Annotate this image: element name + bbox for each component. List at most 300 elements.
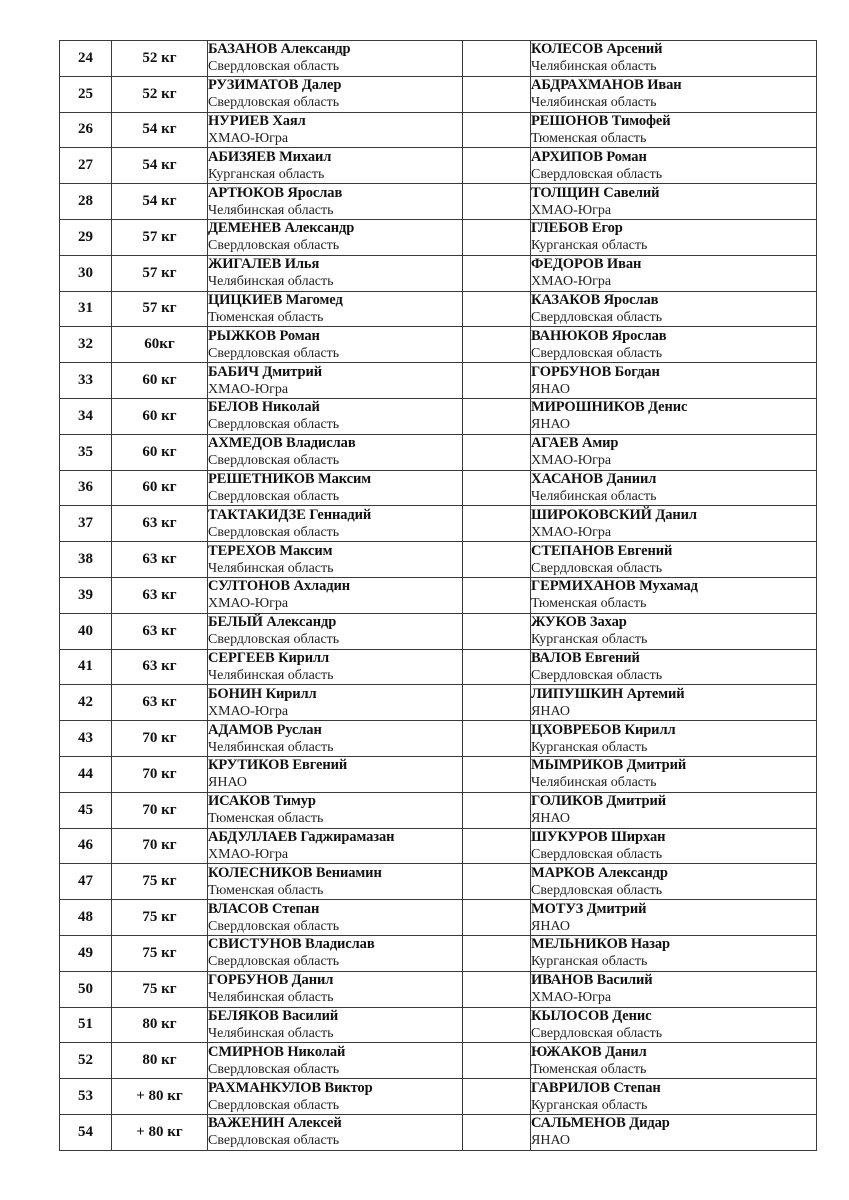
red-fighter-region: Свердловская область: [208, 238, 340, 254]
blue-fighter-name: ШИРОКОВСКИЙ Данил: [531, 506, 697, 523]
table-row: [60, 363, 817, 399]
red-corner-cell: [208, 1043, 463, 1079]
red-fighter-region: Челябинская область: [208, 1025, 334, 1041]
blue-fighter-name: ИВАНОВ Василий: [531, 972, 653, 989]
bout-number: 32: [60, 327, 112, 363]
bout-number: 38: [60, 542, 112, 578]
red-fighter-region: Челябинская область: [208, 560, 334, 576]
table-row: [60, 506, 817, 542]
blue-fighter-name: ШУКУРОВ Ширхан: [531, 828, 666, 845]
red-fighter-name: ГОРБУНОВ Данил: [208, 972, 334, 989]
red-fighter-region: ЯНАО: [208, 775, 247, 791]
red-corner-cell: [208, 363, 463, 399]
blue-corner-cell: [531, 76, 817, 112]
blue-corner-cell: [531, 470, 817, 506]
bout-number: 46: [60, 828, 112, 864]
blue-corner-cell: [531, 542, 817, 578]
blue-fighter-name: ЛИПУШКИН Артемий: [531, 685, 685, 702]
red-corner-cell: [208, 756, 463, 792]
table-row: [60, 1114, 817, 1150]
red-fighter-name: ЦИЦКИЕВ Магомед: [208, 291, 343, 308]
weight-class: 60 кг: [112, 434, 208, 470]
weight-class: 60 кг: [112, 363, 208, 399]
weight-class: 63 кг: [112, 542, 208, 578]
table-row: [60, 542, 817, 578]
red-fighter-name: ВАЖЕНИН Алексей: [208, 1115, 342, 1132]
blue-fighter-region: Свердловская область: [531, 882, 663, 898]
table-row: [60, 291, 817, 327]
red-corner-cell: [208, 900, 463, 936]
blue-fighter-region: Свердловская область: [531, 166, 663, 182]
red-fighter-name: СЕРГЕЕВ Кирилл: [208, 649, 330, 666]
red-fighter-name: АХМЕДОВ Владислав: [208, 435, 356, 452]
blue-corner-cell: [531, 184, 817, 220]
red-corner-cell: [208, 649, 463, 685]
weight-class: 60 кг: [112, 398, 208, 434]
blue-corner-cell: [531, 327, 817, 363]
blue-fighter-region: Свердловская область: [531, 846, 663, 862]
table-row: [60, 434, 817, 470]
bout-number: 49: [60, 935, 112, 971]
bout-number: 52: [60, 1043, 112, 1079]
empty-cell: [463, 470, 531, 506]
red-fighter-name: БЕЛЫЙ Александр: [208, 614, 337, 631]
red-fighter-region: Тюменская область: [208, 811, 324, 827]
blue-fighter-name: ГАВРИЛОВ Степан: [531, 1079, 661, 1096]
bout-number: 24: [60, 41, 112, 77]
bout-number: 27: [60, 148, 112, 184]
empty-cell: [463, 935, 531, 971]
table-row: [60, 41, 817, 77]
weight-class: 60кг: [112, 327, 208, 363]
bout-number: 42: [60, 685, 112, 721]
red-fighter-name: СМИРНОВ Николай: [208, 1043, 346, 1060]
table-row: [60, 935, 817, 971]
blue-corner-cell: [531, 434, 817, 470]
blue-corner-cell: [531, 112, 817, 148]
red-corner-cell: [208, 148, 463, 184]
blue-fighter-region: ЯНАО: [531, 381, 570, 397]
blue-fighter-region: ЯНАО: [531, 703, 570, 719]
blue-fighter-name: АРХИПОВ Роман: [531, 148, 647, 165]
red-fighter-name: БЕЛОВ Николай: [208, 399, 320, 416]
red-fighter-region: Челябинская область: [208, 739, 334, 755]
red-fighter-region: Челябинская область: [208, 274, 334, 290]
table-row: [60, 1079, 817, 1115]
red-fighter-name: АБИЗЯЕВ Михаил: [208, 148, 332, 165]
bout-number: 37: [60, 506, 112, 542]
bout-number: 53: [60, 1079, 112, 1115]
bouts-table: [59, 40, 817, 1151]
empty-cell: [463, 971, 531, 1007]
weight-class: 70 кг: [112, 828, 208, 864]
red-corner-cell: [208, 792, 463, 828]
weight-class: 70 кг: [112, 721, 208, 757]
red-fighter-name: АБДУЛЛАЕВ Гаджирамазан: [208, 828, 395, 845]
bout-number: 48: [60, 900, 112, 936]
table-row: [60, 255, 817, 291]
weight-class: 54 кг: [112, 184, 208, 220]
blue-fighter-region: Курганская область: [531, 632, 648, 648]
red-corner-cell: [208, 184, 463, 220]
blue-corner-cell: [531, 1079, 817, 1115]
red-corner-cell: [208, 971, 463, 1007]
table-row: [60, 613, 817, 649]
empty-cell: [463, 291, 531, 327]
table-row: [60, 1007, 817, 1043]
empty-cell: [463, 184, 531, 220]
red-fighter-name: АДАМОВ Руслан: [208, 721, 322, 738]
weight-class: 70 кг: [112, 792, 208, 828]
blue-corner-cell: [531, 613, 817, 649]
bout-number: 25: [60, 76, 112, 112]
red-fighter-name: ЖИГАЛЕВ Илья: [208, 256, 320, 273]
blue-corner-cell: [531, 291, 817, 327]
red-fighter-name: ТАКТАКИДЗЕ Геннадий: [208, 506, 372, 523]
empty-cell: [463, 1043, 531, 1079]
red-corner-cell: [208, 613, 463, 649]
weight-class: 54 кг: [112, 112, 208, 148]
empty-cell: [463, 864, 531, 900]
red-fighter-region: Свердловская область: [208, 95, 340, 111]
weight-class: 57 кг: [112, 255, 208, 291]
red-corner-cell: [208, 864, 463, 900]
weight-class: 60 кг: [112, 470, 208, 506]
table-row: [60, 470, 817, 506]
red-corner-cell: [208, 1007, 463, 1043]
blue-fighter-region: Свердловская область: [531, 667, 663, 683]
red-fighter-name: КОЛЕСНИКОВ Вениамин: [208, 864, 382, 881]
bout-number: 35: [60, 434, 112, 470]
blue-corner-cell: [531, 756, 817, 792]
blue-corner-cell: [531, 649, 817, 685]
bout-number: 40: [60, 613, 112, 649]
bout-number: 47: [60, 864, 112, 900]
red-corner-cell: [208, 219, 463, 255]
blue-corner-cell: [531, 864, 817, 900]
red-fighter-name: КРУТИКОВ Евгений: [208, 757, 348, 774]
table-row: [60, 184, 817, 220]
blue-fighter-region: Свердловская область: [531, 345, 663, 361]
empty-cell: [463, 398, 531, 434]
blue-fighter-name: МОТУЗ Дмитрий: [531, 900, 647, 917]
blue-corner-cell: [531, 1007, 817, 1043]
blue-fighter-name: ЖУКОВ Захар: [531, 614, 627, 631]
blue-corner-cell: [531, 935, 817, 971]
blue-fighter-name: МИРОШНИКОВ Денис: [531, 399, 688, 416]
red-fighter-region: Свердловская область: [208, 59, 340, 75]
table-row: [60, 112, 817, 148]
empty-cell: [463, 327, 531, 363]
red-corner-cell: [208, 721, 463, 757]
red-corner-cell: [208, 112, 463, 148]
bout-number: 39: [60, 577, 112, 613]
red-fighter-region: ХМАО-Югра: [208, 703, 289, 719]
red-corner-cell: [208, 506, 463, 542]
blue-fighter-region: Курганская область: [531, 1097, 648, 1113]
table-row: [60, 219, 817, 255]
table-row: [60, 685, 817, 721]
red-corner-cell: [208, 470, 463, 506]
weight-class: 63 кг: [112, 613, 208, 649]
red-fighter-name: СВИСТУНОВ Владислав: [208, 936, 375, 953]
red-corner-cell: [208, 398, 463, 434]
weight-class: 75 кг: [112, 935, 208, 971]
blue-fighter-name: ГОЛИКОВ Дмитрий: [531, 793, 667, 810]
empty-cell: [463, 112, 531, 148]
bout-number: 45: [60, 792, 112, 828]
red-fighter-name: БЕЛЯКОВ Василий: [208, 1007, 339, 1024]
blue-corner-cell: [531, 900, 817, 936]
red-fighter-name: РЕШЕТНИКОВ Максим: [208, 470, 371, 487]
empty-cell: [463, 363, 531, 399]
weight-class: 63 кг: [112, 649, 208, 685]
blue-fighter-region: ХМАО-Югра: [531, 274, 612, 290]
blue-fighter-region: Челябинская область: [531, 775, 657, 791]
empty-cell: [463, 506, 531, 542]
empty-cell: [463, 1114, 531, 1150]
weight-class: 63 кг: [112, 577, 208, 613]
red-fighter-name: РУЗИМАТОВ Далер: [208, 77, 342, 94]
red-corner-cell: [208, 255, 463, 291]
table-row: [60, 148, 817, 184]
red-fighter-region: Тюменская область: [208, 882, 324, 898]
red-fighter-region: Челябинская область: [208, 990, 334, 1006]
blue-fighter-name: ХАСАНОВ Даниил: [531, 470, 657, 487]
blue-fighter-name: ЦХОВРЕБОВ Кирилл: [531, 721, 676, 738]
red-fighter-name: РАХМАНКУЛОВ Виктор: [208, 1079, 373, 1096]
table-row: [60, 900, 817, 936]
bout-number: 26: [60, 112, 112, 148]
empty-cell: [463, 756, 531, 792]
red-fighter-region: Свердловская область: [208, 1133, 340, 1149]
blue-fighter-region: ЯНАО: [531, 918, 570, 934]
blue-corner-cell: [531, 41, 817, 77]
bout-number: 31: [60, 291, 112, 327]
blue-corner-cell: [531, 792, 817, 828]
red-fighter-region: Челябинская область: [208, 667, 334, 683]
empty-cell: [463, 721, 531, 757]
bout-number: 43: [60, 721, 112, 757]
blue-fighter-region: ХМАО-Югра: [531, 202, 612, 218]
blue-fighter-region: ЯНАО: [531, 1133, 570, 1149]
table-row: [60, 1043, 817, 1079]
blue-fighter-name: ВАЛОВ Евгений: [531, 649, 640, 666]
bout-number: 41: [60, 649, 112, 685]
bout-number: 34: [60, 398, 112, 434]
bout-number: 44: [60, 756, 112, 792]
bout-number: 33: [60, 363, 112, 399]
red-fighter-region: Свердловская область: [208, 488, 340, 504]
red-fighter-name: НУРИЕВ Хаял: [208, 112, 306, 129]
blue-fighter-region: Курганская область: [531, 954, 648, 970]
blue-fighter-region: Тюменская область: [531, 596, 647, 612]
blue-fighter-region: Тюменская область: [531, 1061, 647, 1077]
weight-class: 80 кг: [112, 1043, 208, 1079]
blue-fighter-name: КАЗАКОВ Ярослав: [531, 291, 659, 308]
blue-corner-cell: [531, 828, 817, 864]
blue-fighter-name: АГАЕВ Амир: [531, 435, 619, 452]
empty-cell: [463, 792, 531, 828]
red-fighter-region: ХМАО-Югра: [208, 130, 289, 146]
red-corner-cell: [208, 935, 463, 971]
blue-fighter-region: Курганская область: [531, 238, 648, 254]
weight-class: 75 кг: [112, 864, 208, 900]
blue-fighter-region: Челябинская область: [531, 95, 657, 111]
empty-cell: [463, 434, 531, 470]
blue-corner-cell: [531, 721, 817, 757]
red-corner-cell: [208, 1114, 463, 1150]
table-row: [60, 828, 817, 864]
empty-cell: [463, 255, 531, 291]
weight-class: 57 кг: [112, 219, 208, 255]
red-corner-cell: [208, 291, 463, 327]
red-fighter-name: ИСАКОВ Тимур: [208, 793, 316, 810]
blue-fighter-region: ЯНАО: [531, 417, 570, 433]
blue-corner-cell: [531, 506, 817, 542]
blue-fighter-name: РЕШОНОВ Тимофей: [531, 112, 671, 129]
table-row: [60, 577, 817, 613]
blue-fighter-name: МЕЛЬНИКОВ Назар: [531, 936, 671, 953]
red-corner-cell: [208, 76, 463, 112]
blue-fighter-region: Свердловская область: [531, 560, 663, 576]
blue-fighter-name: ВАНЮКОВ Ярослав: [531, 327, 667, 344]
red-corner-cell: [208, 577, 463, 613]
empty-cell: [463, 76, 531, 112]
blue-fighter-region: Челябинская область: [531, 488, 657, 504]
weight-class: + 80 кг: [112, 1114, 208, 1150]
blue-fighter-region: Свердловская область: [531, 309, 663, 325]
blue-fighter-name: ЮЖАКОВ Данил: [531, 1043, 647, 1060]
weight-class: 63 кг: [112, 506, 208, 542]
table-row: [60, 971, 817, 1007]
blue-fighter-region: ХМАО-Югра: [531, 990, 612, 1006]
red-fighter-region: Свердловская область: [208, 345, 340, 361]
red-fighter-region: Свердловская область: [208, 954, 340, 970]
table-row: [60, 756, 817, 792]
table-row: [60, 792, 817, 828]
empty-cell: [463, 1079, 531, 1115]
red-corner-cell: [208, 327, 463, 363]
red-fighter-region: Тюменская область: [208, 309, 324, 325]
blue-fighter-name: ГЕРМИХАНОВ Мухамад: [531, 578, 698, 595]
weight-class: 75 кг: [112, 971, 208, 1007]
empty-cell: [463, 613, 531, 649]
red-fighter-region: Свердловская область: [208, 918, 340, 934]
blue-fighter-region: Курганская область: [531, 739, 648, 755]
weight-class: 75 кг: [112, 900, 208, 936]
weight-class: 57 кг: [112, 291, 208, 327]
empty-cell: [463, 577, 531, 613]
blue-fighter-region: ХМАО-Югра: [531, 524, 612, 540]
bout-number: 30: [60, 255, 112, 291]
blue-corner-cell: [531, 148, 817, 184]
blue-fighter-name: МЫМРИКОВ Дмитрий: [531, 757, 687, 774]
blue-corner-cell: [531, 971, 817, 1007]
empty-cell: [463, 542, 531, 578]
bout-number: 28: [60, 184, 112, 220]
empty-cell: [463, 828, 531, 864]
blue-fighter-region: Свердловская область: [531, 1025, 663, 1041]
weight-class: 52 кг: [112, 41, 208, 77]
blue-corner-cell: [531, 363, 817, 399]
red-fighter-name: БОНИН Кирилл: [208, 685, 317, 702]
blue-fighter-name: СТЕПАНОВ Евгений: [531, 542, 673, 559]
blue-corner-cell: [531, 219, 817, 255]
table-row: [60, 76, 817, 112]
blue-corner-cell: [531, 398, 817, 434]
blue-fighter-region: Челябинская область: [531, 59, 657, 75]
red-fighter-name: ДЕМЕНЕВ Александр: [208, 220, 355, 237]
blue-fighter-name: КЫЛОСОВ Денис: [531, 1007, 652, 1024]
red-fighter-name: БАЗАНОВ Александр: [208, 41, 351, 58]
blue-corner-cell: [531, 577, 817, 613]
red-fighter-name: БАБИЧ Дмитрий: [208, 363, 322, 380]
red-fighter-region: Свердловская область: [208, 524, 340, 540]
weight-class: 52 кг: [112, 76, 208, 112]
table-row: [60, 327, 817, 363]
table-row: [60, 864, 817, 900]
blue-corner-cell: [531, 1043, 817, 1079]
empty-cell: [463, 41, 531, 77]
red-fighter-region: ХМАО-Югра: [208, 596, 289, 612]
blue-fighter-region: ЯНАО: [531, 811, 570, 827]
bout-number: 50: [60, 971, 112, 1007]
weight-class: 70 кг: [112, 756, 208, 792]
red-fighter-name: СУЛТОНОВ Ахладин: [208, 578, 350, 595]
empty-cell: [463, 1007, 531, 1043]
red-fighter-region: Свердловская область: [208, 1097, 340, 1113]
red-fighter-name: РЫЖКОВ Роман: [208, 327, 320, 344]
bout-number: 36: [60, 470, 112, 506]
empty-cell: [463, 649, 531, 685]
empty-cell: [463, 219, 531, 255]
blue-fighter-region: ХМАО-Югра: [531, 453, 612, 469]
red-corner-cell: [208, 828, 463, 864]
blue-corner-cell: [531, 1114, 817, 1150]
table-row: [60, 649, 817, 685]
weight-class: + 80 кг: [112, 1079, 208, 1115]
red-fighter-region: ХМАО-Югра: [208, 381, 289, 397]
red-corner-cell: [208, 685, 463, 721]
red-corner-cell: [208, 41, 463, 77]
red-fighter-region: Свердловская область: [208, 1061, 340, 1077]
bout-number: 51: [60, 1007, 112, 1043]
blue-corner-cell: [531, 255, 817, 291]
red-fighter-region: Челябинская область: [208, 202, 334, 218]
bouts-table-body: [60, 41, 817, 1151]
empty-cell: [463, 900, 531, 936]
weight-class: 63 кг: [112, 685, 208, 721]
blue-fighter-name: ТОЛЩИН Савелий: [531, 184, 660, 201]
red-fighter-region: Свердловская область: [208, 632, 340, 648]
bout-number: 29: [60, 219, 112, 255]
red-fighter-region: Свердловская область: [208, 453, 340, 469]
blue-fighter-name: ФЕДОРОВ Иван: [531, 256, 642, 273]
empty-cell: [463, 148, 531, 184]
blue-fighter-region: Тюменская область: [531, 130, 647, 146]
red-corner-cell: [208, 542, 463, 578]
table-row: [60, 398, 817, 434]
red-fighter-name: ВЛАСОВ Степан: [208, 900, 320, 917]
red-fighter-region: ХМАО-Югра: [208, 846, 289, 862]
blue-fighter-name: САЛЬМЕНОВ Дидар: [531, 1115, 670, 1132]
blue-corner-cell: [531, 685, 817, 721]
bout-number: 54: [60, 1114, 112, 1150]
red-fighter-region: Курганская область: [208, 166, 325, 182]
empty-cell: [463, 685, 531, 721]
red-fighter-region: Свердловская область: [208, 417, 340, 433]
